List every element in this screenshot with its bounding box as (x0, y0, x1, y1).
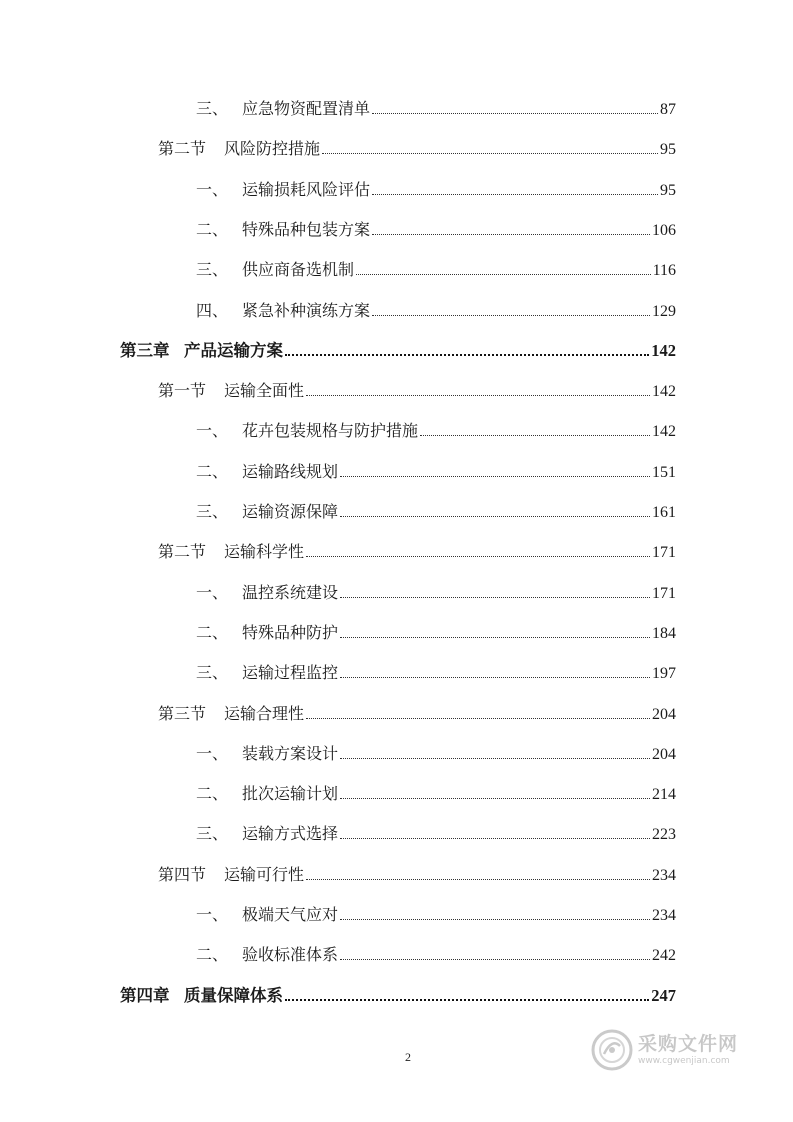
toc-dot-leader (306, 879, 650, 880)
toc-dot-leader (340, 838, 650, 839)
toc-entry-section[interactable] (158, 136, 676, 162)
toc-dot-leader (340, 597, 650, 598)
toc-entry-title: 特殊品种防护 (242, 622, 339, 642)
toc-dot-leader (322, 153, 658, 154)
toc-dot-leader (306, 395, 650, 396)
toc-entry-number: 二、 (196, 461, 229, 481)
toc-entry-title: 批次运输计划 (242, 784, 339, 804)
toc-entry-section[interactable] (158, 862, 676, 888)
toc-entry-title: 运输方式选择 (242, 824, 339, 844)
toc-dot-leader (340, 516, 650, 517)
toc-entry-item[interactable] (196, 660, 676, 686)
toc-entry-section[interactable] (158, 701, 676, 727)
toc-dot-leader (420, 435, 650, 436)
toc-entry-page: 151 (652, 463, 676, 481)
toc-entry-title: 特殊品种包装方案 (242, 219, 371, 239)
toc-entry-number: 三、 (196, 824, 229, 844)
toc-entry-number: 二、 (196, 622, 229, 642)
toc-entry-page: 142 (651, 340, 676, 360)
toc-dot-leader (340, 637, 650, 638)
toc-entry-page: 197 (652, 665, 676, 683)
toc-entry-title: 温控系统建设 (242, 582, 339, 602)
toc-entry-chapter[interactable] (120, 338, 676, 364)
toc-entry-page: 204 (652, 745, 676, 763)
toc-dot-leader (306, 556, 650, 557)
toc-entry-number: 二、 (196, 945, 229, 965)
toc-entry-title: 产品运输方案 (184, 340, 283, 360)
toc-entry-number: 三、 (196, 99, 229, 118)
toc-entry-title: 运输过程监控 (242, 663, 339, 683)
toc-entry-title: 供应商备选机制 (242, 260, 355, 280)
toc-entry-title: 花卉包装规格与防护措施 (242, 421, 419, 441)
toc-entry-page: 171 (652, 584, 676, 602)
toc-entry-number: 四、 (196, 300, 229, 320)
watermark (590, 1022, 750, 1078)
toc-entry-page: 142 (652, 383, 676, 401)
toc-entry-page: 247 (651, 985, 676, 1005)
toc-entry-page: 129 (652, 302, 676, 320)
toc-entry-page: 142 (652, 423, 676, 441)
toc-entry-number: 第二节 (158, 542, 207, 562)
toc-entry-page: 87 (660, 101, 676, 118)
toc-dot-leader (340, 919, 650, 920)
toc-entry-item[interactable] (196, 298, 676, 324)
toc-entry-page: 223 (652, 826, 676, 844)
toc-entry-chapter[interactable] (120, 983, 676, 1009)
toc-entry-section[interactable] (158, 378, 676, 404)
toc-dot-leader (306, 718, 650, 719)
toc-dot-leader (285, 999, 649, 1001)
toc-entry-title: 质量保障体系 (184, 985, 283, 1005)
toc-entry-page: 106 (652, 221, 676, 239)
toc-entry-number: 第三章 (120, 340, 170, 360)
toc-entry-title: 运输可行性 (224, 864, 305, 884)
toc-entry-page: 214 (652, 786, 676, 804)
toc-entry-title: 验收标准体系 (242, 945, 339, 965)
toc-dot-leader (356, 274, 651, 275)
toc-entry-item[interactable] (196, 741, 676, 767)
watermark-title: 采购文件网 (638, 1033, 739, 1055)
toc-entry-page: 95 (660, 141, 676, 159)
toc-entry-number: 二、 (196, 219, 229, 239)
toc-entry-page: 161 (652, 504, 676, 521)
toc-entry-page: 234 (652, 907, 676, 924)
toc-entry-item[interactable] (196, 620, 676, 646)
toc-entry-title: 装载方案设计 (242, 743, 339, 763)
toc-entry-item[interactable] (196, 499, 676, 525)
toc-entry-title: 紧急补种演练方案 (242, 300, 371, 320)
toc-dot-leader (340, 677, 650, 678)
toc-entry-item[interactable] (196, 580, 676, 606)
toc-entry-item[interactable] (196, 942, 676, 968)
toc-entry-title: 运输损耗风险评估 (242, 179, 371, 199)
toc-entry-number: 第一节 (158, 381, 207, 401)
toc-dot-leader (340, 798, 650, 799)
toc-entry-page: 95 (660, 181, 676, 199)
toc-entry-page: 204 (652, 705, 676, 723)
toc-entry-item[interactable] (196, 257, 676, 283)
toc-entry-page: 184 (652, 624, 676, 642)
toc-dot-leader (372, 315, 650, 316)
toc-entry-page: 171 (652, 544, 676, 562)
toc-entry-title: 风险防控措施 (224, 139, 321, 159)
watermark-logo-icon (590, 1028, 634, 1072)
toc-dot-leader (372, 194, 658, 195)
toc-entry-number: 第四章 (120, 985, 170, 1005)
toc-dot-leader (340, 476, 650, 477)
toc-entry-number: 一、 (196, 179, 229, 199)
page-number: 2 (405, 1050, 411, 1064)
toc-entry-page: 234 (652, 866, 676, 884)
toc-entry-number: 第三节 (158, 703, 207, 723)
toc-entry-title: 应急物资配置清单 (242, 99, 371, 118)
watermark-url: www.cgwenjian.com (638, 1056, 730, 1066)
toc-entry-title: 运输路线规划 (242, 461, 339, 481)
toc-entry-item[interactable] (196, 96, 676, 122)
toc-entry-number: 三、 (196, 260, 229, 280)
toc-entry-number: 一、 (196, 421, 229, 441)
toc-entry-number: 一、 (196, 905, 229, 924)
toc-entry-number: 三、 (196, 663, 229, 683)
toc-entry-number: 一、 (196, 743, 229, 763)
toc-entry-title: 运输资源保障 (242, 502, 339, 521)
toc-entry-item[interactable] (196, 217, 676, 243)
toc-entry-item[interactable] (196, 781, 676, 807)
toc-entry-title: 运输全面性 (224, 381, 305, 401)
toc-entry-title: 运输科学性 (224, 542, 305, 562)
toc-entry-title: 运输合理性 (224, 703, 305, 723)
toc-dot-leader (285, 354, 649, 356)
toc-entry-item[interactable] (196, 821, 676, 847)
toc-entry-item[interactable] (196, 902, 676, 928)
toc-entry-item[interactable] (196, 418, 676, 444)
toc-entry-number: 第二节 (158, 139, 207, 159)
toc-entry-item[interactable] (196, 459, 676, 485)
toc-entry-title: 极端天气应对 (242, 905, 339, 924)
toc-entry-number: 第四节 (158, 864, 207, 884)
toc-dot-leader (340, 758, 650, 759)
toc-dot-leader (372, 234, 650, 235)
toc-entry-page: 116 (652, 262, 676, 280)
toc-dot-leader (340, 959, 650, 960)
toc-entry-page: 242 (652, 947, 676, 965)
toc-entry-item[interactable] (196, 177, 676, 203)
toc-entry-number: 一、 (196, 582, 229, 602)
toc-entry-section[interactable] (158, 539, 676, 565)
toc-entry-number: 三、 (196, 502, 229, 521)
toc-entry-number: 二、 (196, 784, 229, 804)
toc-dot-leader (372, 113, 658, 114)
